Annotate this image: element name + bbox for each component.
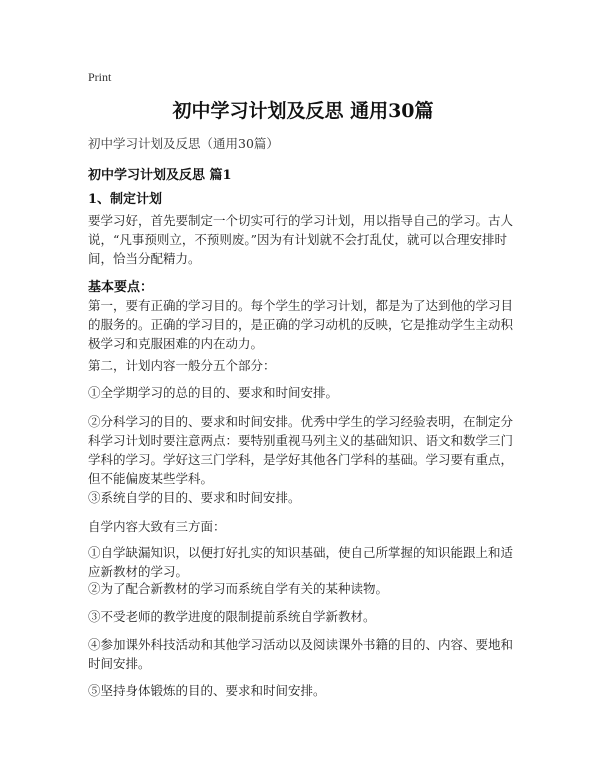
list-item-5: ⑤坚持身体锻炼的目的、要求和时间安排。: [88, 683, 326, 698]
list-item-3: ③系统自学的目的、要求和时间安排。: [88, 490, 301, 505]
document-title: 初中学习计划及反思 通用30篇: [172, 100, 434, 122]
list-item-2: ②分科学习的目的、要求和时间安排。优秀中学生的学习经验表明，在制定分科学习计划时要注意两点：要特别重视马列主义的基础知识、语文和数学三门学科的学习。学好这三门学科，是学好其他各门学科的基础。学习要有重点，但不能偏废某些学科。: [88, 414, 514, 486]
key-points-heading: 基本要点：: [88, 280, 154, 295]
document-subtitle: 初中学习计划及反思（通用30篇）: [88, 136, 279, 151]
list-item-4: ④参加课外科技活动和其他学习活动以及阅读课外书籍的目的、内容、要地和时间安排。: [88, 637, 514, 671]
paragraph-point-1: 第一，要有正确的学习目的。每个学生的学习计划，都是为了达到他的学习目的服务的。正确的学习目的，是正确的学习动机的反映，它是推动学生主动积极学习和克服困难的内在动力。: [88, 298, 514, 351]
sub-item-2: ②为了配合新教材的学习而系统自学有关的某种读物。: [88, 581, 389, 596]
sub-item-1: ①自学缺漏知识，以便打好扎实的知识基础，使自己所掌握的知识能跟上和适应新教材的学习。: [88, 545, 514, 579]
intro-paragraph: 要学习好，首先要制定一个切实可行的学习计划，用以指导自己的学习。古人说，“凡事预则立，不预则废。”因为有计划就不会打乱仗，就可以合理安排时间，恰当分配精力。: [88, 213, 514, 266]
list-item-1: ①全学期学习的总的目的、要求和时间安排。: [88, 385, 339, 400]
article-heading: 初中学习计划及反思 篇1: [88, 168, 232, 183]
print-link[interactable]: Print: [88, 70, 112, 84]
paragraph-point-2: 第二，计划内容一般分五个部分：: [88, 358, 276, 373]
section-heading-plan: 1、制定计划: [88, 192, 163, 207]
sub-item-3: ③不受老师的教学进度的限制提前系统自学新教材。: [88, 609, 376, 624]
self-study-intro: 自学内容大致有三方面：: [88, 519, 226, 534]
